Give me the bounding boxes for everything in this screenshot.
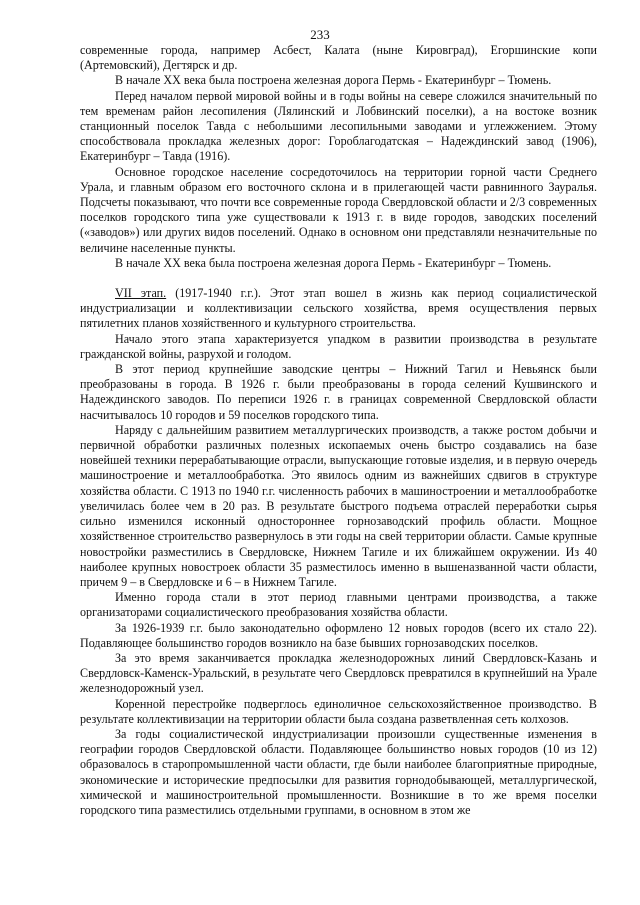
paragraph-metallurgy-growth: Наряду с дальнейшим развитием металлургических производств, а также ростом добычи и первичной обработки различных полезных ископаемых очень быстро создавались на базе новейшей техники перерабатывающие отрасли, выпускающие готовые изделия, и в первую очередь машиностроение и металлообработка. Это явилось одним из важнейших сдвигов в структуре хозяйства области. С 1913 по 1940 г.г. численность рабочих в машиностроении и металлообработке увеличилась более чем в 20 раз. В результате быстрого подъема отраслей переработки сырья сильно изменился исконный одностороннее горнозаводский профиль области. Мощное хозяйственное строительство развернулось в эти годы на свей территории области. Самые крупные новостройки разместились в Свердловске, Нижнем Тагиле и их ближайшем окружении. Из 40 наиболее крупных новостроек области 35 разместилось именно в вышеназванной части области, причем 9 – в Свердловске и 6 – в Нижнем Тагиле. — [80, 422, 597, 589]
document-body — [80, 43, 597, 818]
paragraph-railway-1: В начале XX века была построена железная дорога Пермь - Екатеринбург – Тюмень. — [115, 73, 552, 88]
stage-vii-label: VII этап. — [115, 286, 167, 301]
paragraph-geography-changes: За годы социалистической индустриализации произошли существенные изменения в географии городов Свердловской области. Подавляющее большинство новых городов (10 из 12) образовалось в старопромышленной части области, где были наиболее благоприятные природные, экономические и исторические предпосылки для развития горнодобывающей, металлургической, химической и машиностроительной промышленности. Возникшие в то же время поселки городского типа разместились отдельными группами, в основном в этом же — [80, 726, 597, 817]
paragraph-stage-start: Начало этого этапа характеризуется упадком в развитии производства в результате гражданской войны, разрухой и голодом. — [80, 331, 597, 361]
paragraph-railway-hub: За это время заканчивается прокладка железнодорожных линий Свердловск-Казань и Свердловск-Каменск-Уральский, в результате чего Свердловск превратился в крупнейший на Урале железнодорожный узел. — [80, 650, 597, 696]
page-number: 233 — [310, 27, 330, 42]
paragraph-stage-vii — [80, 286, 597, 332]
paragraph-cities-centers: Именно города стали в этот период главными центрами производства, а также организаторами социалистического преобразования хозяйства области. — [80, 590, 597, 620]
paragraph-lumber-district: Перед началом первой мировой войны и в годы войны на севере сложился значительный по тем временам район лесопиления (Лялинский и Лобвинский поселки), а на востоке возник станционный поселок Тавда с небольшими лесопильными заводами и углежжением. Этому способствовала прокладка железных дорог: Гороблагодатская – Надеждинский завод (1906), Екатеринбург – Тавда (1916). — [80, 88, 597, 164]
paragraph-collectivization: Коренной перестройке подверглось единоличное сельскохозяйственное производство. В результате коллективизации на территории области была создана разветвленная сеть колхозов. — [80, 696, 597, 726]
paragraph-urban-population: Основное городское население сосредоточилось на территории горной части Среднего Урала, и главным образом его восточного склона и в прилегающей части равнинного Зауралья. Подсчеты показывают, что почти все современные города Свердловской области и 2/3 современных поселков городского типа уже существовали к 1913 г. в виде городов, заводских поселений («заводов») или других видов поселений. Однако в основном они представляли незначительные по величине населенные пункты. — [80, 164, 597, 255]
paragraph-continuation: современные города, например Асбест, Калата (ныне Кировград), Егоршинские копи (Артемовский), Дегтярск и др. — [80, 43, 597, 73]
paragraph-railway-2: В начале XX века была построена железная дорога Пермь - Екатеринбург – Тюмень. — [115, 255, 552, 270]
paragraph-new-cities: За 1926-1939 г.г. было законодательно оформлено 12 новых городов (всего их стало 22). Подавляющее большинство городов возникло на базе бывших горнозаводских поселков. — [80, 620, 597, 650]
stage-vii-text: (1917-1940 г.г.). Этот этап вошел в жизнь как период социалистической индустриализации и коллективизации сельского хозяйства, время осуществления первых пятилетних планов хозяйственного и культурного строительства. — [80, 286, 597, 331]
paragraph-industrial-centers: В этот период крупнейшие заводские центры – Нижний Тагил и Невьянск были преобразованы в города. В 1926 г. были преобразованы в города селений Кушвинского и Надеждинского заводов. По переписи 1926 г. в границах современной Свердловской области насчитывалось 10 городов и 59 поселков городского типа. — [80, 362, 597, 422]
